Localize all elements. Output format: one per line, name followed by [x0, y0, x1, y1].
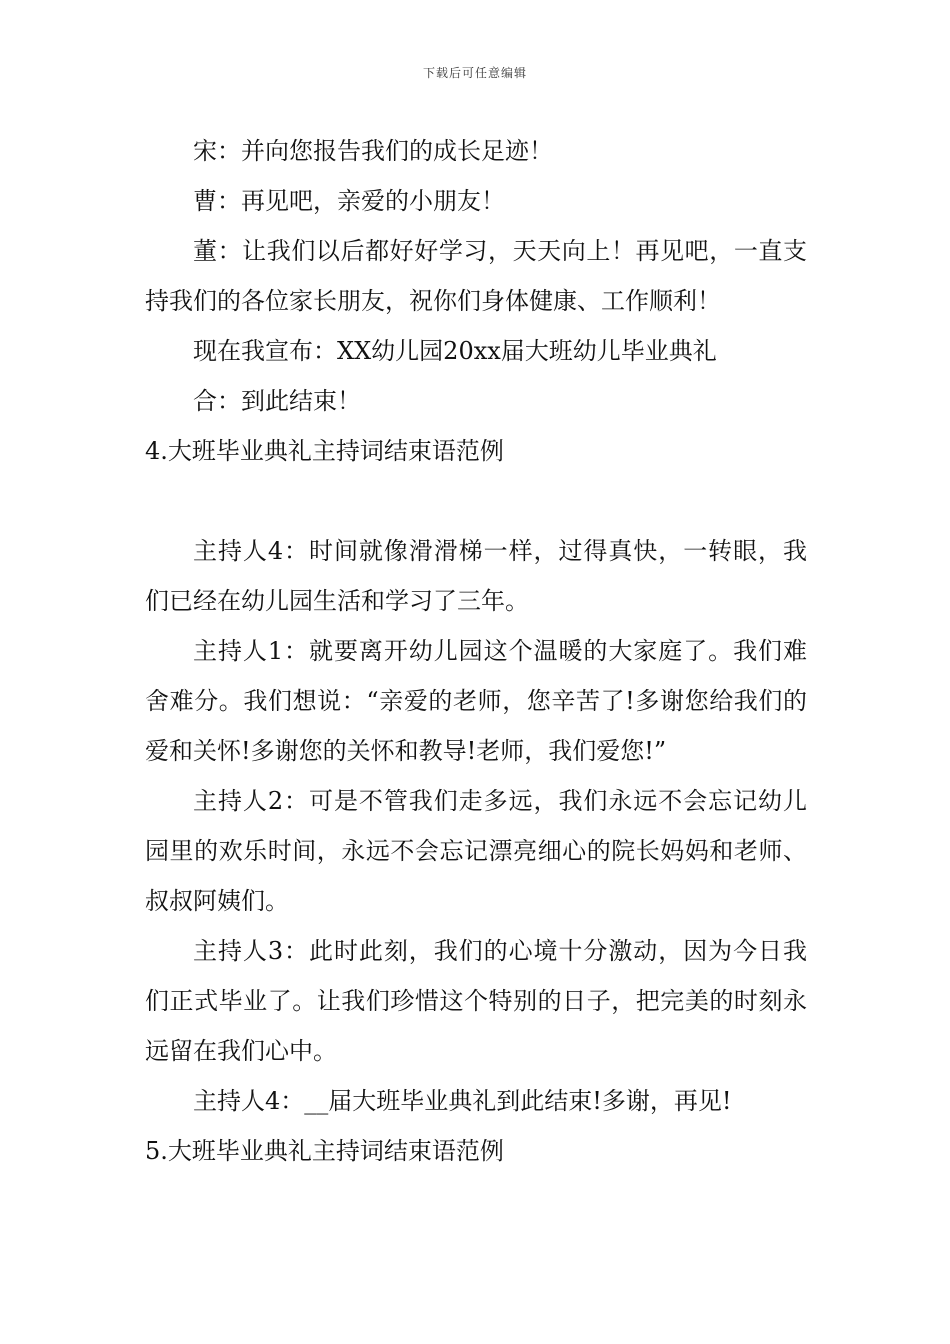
host3-paragraph: 主持人3：此时此刻，我们的心境十分激动，因为今日我们正式毕业了。让我们珍惜这个特别的日子，把完美的时刻永远留在我们心中。 [145, 937, 807, 1065]
host2-paragraph: 主持人2：可是不管我们走多远，我们永远不会忘记幼儿园里的欢乐时间，永远不会忘记漂亮细心的院长妈妈和老师、叔叔阿姨们。 [145, 787, 807, 915]
dialogue-line-song: 宋：并向您报告我们的成长足迹！ [193, 137, 553, 165]
dialogue-line-cao: 曹：再见吧，亲爱的小朋友！ [193, 187, 505, 215]
dialogue-line-together: 合：到此结束！ [193, 387, 361, 415]
dialogue-line-announcement: 现在我宣布：XX幼儿园20xx届大班幼儿毕业典礼 [193, 337, 717, 365]
host4-closing-paragraph: 主持人4：__届大班毕业典礼到此结束!多谢，再见! [193, 1087, 732, 1115]
section-spacer [145, 476, 807, 526]
page-header: 下载后可任意编辑 [422, 66, 527, 80]
host4-paragraph: 主持人4：时间就像滑滑梯一样，过得真快，一转眼，我们已经在幼儿园生活和学习了三年。 [145, 537, 807, 615]
dialogue-line-dong: 董：让我们以后都好好学习，天天向上！再见吧，一直支持我们的各位家长朋友，祝你们身体健康、工作顺利！ [145, 237, 807, 315]
host1-paragraph: 主持人1：就要离开幼儿园这个温暖的大家庭了。我们难舍难分。我们想说：“亲爱的老师，您辛苦了!多谢您给我们的爱和关怀!多谢您的关怀和教导!老师，我们爱您!” [145, 637, 807, 765]
section-heading-5: 5.大班毕业典礼主持词结束语范例 [145, 1137, 504, 1165]
document-body [145, 126, 807, 1176]
section-heading-4: 4.大班毕业典礼主持词结束语范例 [145, 437, 504, 465]
